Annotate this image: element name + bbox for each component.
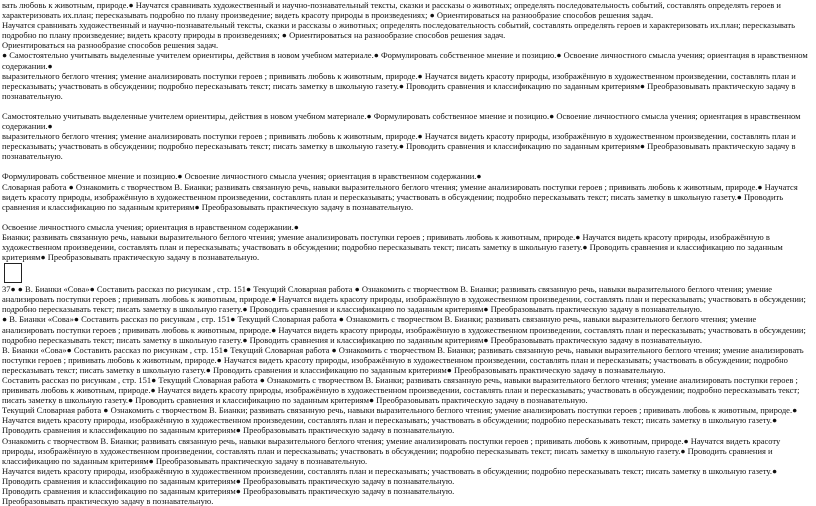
text-paragraph: Текущий Словарная работа ● Ознакомить с творчеством В. Бианки; развивать связанную речь, навыки выразительного беглого чтения; умение анализировать поступки героев ; прививать любовь к животным, природе.● Научатся видеть красоту природы, изображённую в художественном произведении, составлять план и пересказывать; участвовать в обсуждении; подробно пересказывать текст; писать заметку в школьную газету.● Проводить сравнения и классификацию по заданным критериям● Преобразовывать практическую задачу в познавательную. [2, 405, 798, 436]
text-paragraph: Ознакомить с творчеством В. Бианки; развивать связанную речь, навыки выразительного беглого чтения; умение анализировать поступки героев ; прививать любовь к животным, природе.● Научатся видеть красоту природы, изображённую в художественном произведении, составлять план и пересказывать; участвовать в обсуждении; подробно пересказывать текст; писать заметку в школьную газету.● Проводить сравнения и классификацию по заданным критериям● Преобразовывать практическую задачу в познавательную. [2, 435, 781, 466]
text-paragraph: Ориентироваться на разнообразие способов решения задач. [2, 40, 219, 51]
text-section-top [2, 0, 810, 262]
text-paragraph: ● Самостоятельно учитывать выделенные учителем ориентиры, действия в новом учебном материале.● Формулировать собственное мнение и позицию.● Освоение личностного смысла учения; ориентация в нравственном содержании.● [2, 50, 808, 71]
text-paragraph: Освоение личностного смысла учения; ориентация в нравственном содержании.● [2, 221, 299, 232]
text-paragraph: Составить рассказ по рисункам , стр. 151● Текущий Словарная работа ● Ознакомить с творчеством В. Бианки; развивать связанную речь, навыки выразительного беглого чтения; умение анализировать поступки героев ; прививать любовь к животным, природе.● Научатся видеть красоту природы, изображённую в художественном произведении, составлять план и пересказывать; участвовать в обсуждении; подробно пересказывать текст; писать заметку в школьную газету.● Проводить сравнения и классификацию по заданным критериям● Преобразовывать практическую задачу в познавательную. [2, 375, 800, 406]
text-paragraph: Научатся сравнивать художественный и научно-познавательный тексты, сказки и рассказы о животных; определять последовательность событий, составлять определять героев и характеризовать их.план; пересказывать подробно по плану произведение; видеть красоту природы в произведениях; ● Ориентироваться на разнообразие способов решения задач. [2, 20, 795, 41]
text-paragraph: Бианки; развивать связанную речь, навыки выразительного беглого чтения; умение анализировать поступки героев ; прививать любовь к животным, природе.● Научатся видеть красоту природы, изображённую в художественном произведении, составлять план и пересказывать; участвовать в обсуждении; подробно пересказывать текст; писать заметку в школьную газету.● Проводить сравнения и классификацию по заданным критериям● Преобразовывать практическую задачу в познавательную. [2, 231, 783, 263]
text-paragraph: выразительного беглого чтения; умение анализировать поступки героев ; прививать любовь к животным, природе.● Научатся видеть красоту природы, изображённую в художественном произведении, составлять план и пересказывать; участвовать в обсуждении; подробно пересказывать текст; писать заметку в школьную газету.● Проводить сравнения и классификацию по заданным критериям● Преобразовывать практическую задачу в познавательную. [2, 131, 796, 162]
text-paragraph: вать любовь к животным, природе.● Научатся сравнивать художественный и научно-познавательный тексты, сказки и рассказы о животных; определять последовательность событий, составлять определять героев и характеризовать их.план; пересказывать подробно по плану произведение; видеть красоту природы в произведениях; ● Ориентироваться на разнообразие способов решения задач. [2, 0, 781, 21]
text-paragraph: Формулировать собственное мнение и позицию.● Освоение личностного смысла учения; ориентация в нравственном содержании.● [2, 171, 482, 182]
text-paragraph: Проводить сравнения и классификацию по заданным критериям● Преобразовывать практическую задачу в познавательную. [2, 486, 455, 497]
text-paragraph: выразительного беглого чтения; умение анализировать поступки героев ; прививать любовь к животным, природе.● Научатся видеть красоту природы, изображённую в художественном произведении, составлять план и пересказывать; участвовать в обсуждении; подробно пересказывать текст; писать заметку в школьную газету.● Проводить сравнения и классификацию по заданным критериям● Преобразовывать практическую задачу в познавательную. [2, 70, 796, 101]
text-paragraph: Словарная работа ● Ознакомить с творчеством В. Бианки; развивать связанную речь, навыки выразительного беглого чтения; умение анализировать поступки героев ; прививать любовь к животным, природе.● Научатся видеть красоту природы, изображённую в художественном произведении, составлять план и пересказывать; участвовать в обсуждении; подробно пересказывать текст; писать заметку в школьную газету.● Проводить сравнения и классификацию по заданным критериям● Преобразовывать практическую задачу в познавательную. [2, 181, 798, 212]
text-paragraph: В. Бианки «Сова»● Составить рассказ по рисункам , стр. 151● Текущий Словарная работа ● Ознакомить с творчеством В. Бианки; развивать связанную речь, навыки выразительного беглого чтения; умение анализировать поступки героев ; прививать любовь к животным, природе.● Научатся видеть красоту природы, изображённую в художественном произведении, составлять план и пересказывать; участвовать в обсуждении; подробно пересказывать текст; писать заметку в школьную газету.● Проводить сравнения и классификацию по заданным критериям● Преобразовывать практическую задачу в познавательную. [2, 344, 804, 375]
text-paragraph: ● В. Бианки «Сова»● Составить рассказ по рисункам , стр. 151● Текущий Словарная работа ● Ознакомить с творчеством В. Бианки; развивать связанную речь, навыки выразительного беглого чтения; умение анализировать поступки героев ; прививать любовь к животным, природе.● Научатся видеть красоту природы, изображённую в художественном произведении, составлять план и пересказывать; участвовать в обсуждении; подробно пересказывать текст; писать заметку в школьную газету.● Проводить сравнения и классификацию по заданным критериям● Преобразовывать практическую задачу в познавательную. [2, 314, 806, 345]
text-paragraph: Преобразовывать практическую задачу в познавательную. [2, 496, 214, 506]
text-paragraph: Научатся видеть красоту природы, изображённую в художественном произведении, составлять план и пересказывать; участвовать в обсуждении; подробно пересказывать текст; писать заметку в школьную газету.● Проводить сравнения и классификацию по заданным критериям● Преобразовывать практическую задачу в познавательную. [2, 465, 778, 486]
empty-cell-box [4, 263, 22, 283]
text-section-bottom [2, 284, 810, 506]
table-cell-marker [2, 262, 810, 284]
text-paragraph: Самостоятельно учитывать выделенные учителем ориентиры, действия в новом учебном материале.● Формулировать собственное мнение и позицию.● Освоение личностного смысла учения; ориентация в нравственном содержании.● [2, 110, 801, 132]
text-paragraph: 37● ● В. Бианки «Сова»● Составить рассказ по рисункам , стр. 151● Текущий Словарная работа ● Ознакомить с творчеством В. Бианки; развивать связанную речь, навыки выразительного беглого чтения; умение анализировать поступки героев ; прививать любовь к животным, природе.● Научатся видеть красоту природы, изображённую в художественном произведении, составлять план и пересказывать; участвовать в обсуждении; подробно пересказывать текст; писать заметку в школьную газету.● Проводить сравнения и классификацию по заданным критериям● Преобразовывать практическую задачу в познавательную. [2, 284, 806, 315]
